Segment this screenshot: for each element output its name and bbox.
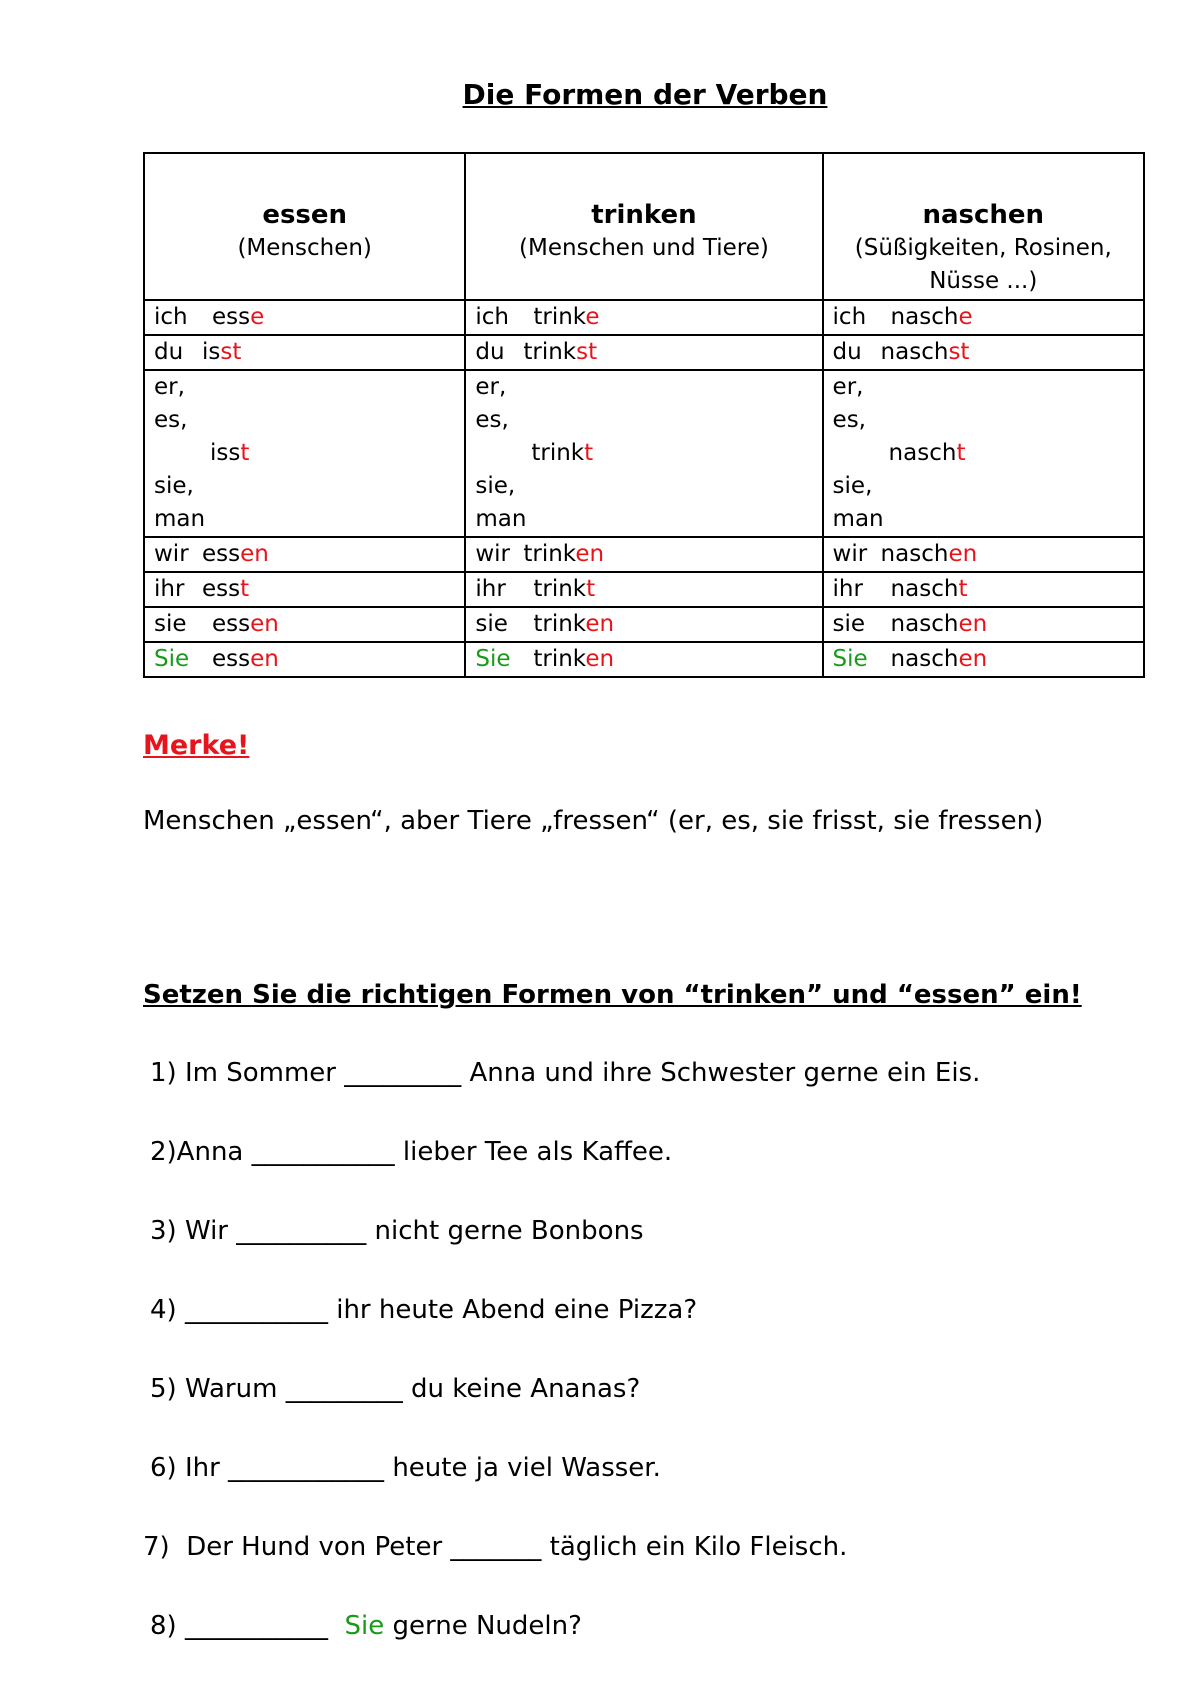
pronoun: du: [154, 339, 184, 365]
cell-ihr-trinken: [465, 572, 822, 607]
exercise-item: 1) Im Sommer _________ Anna und ihre Schwester gerne ein Eis.: [150, 1058, 981, 1088]
verb-stem: ess: [202, 576, 241, 602]
header-verb: naschen: [922, 200, 1045, 230]
pronoun: ihr: [475, 576, 506, 602]
cell-formal-trinken: [465, 642, 822, 677]
pronoun: sie,: [154, 473, 194, 499]
pronoun: sie: [832, 611, 866, 637]
verb-stem: nasch: [890, 646, 959, 672]
item-suffix: gerne Nudeln?: [384, 1611, 582, 1641]
pronoun: ihr: [154, 576, 185, 602]
pronoun: sie: [475, 611, 508, 637]
verb-ending: e: [958, 304, 973, 330]
row-sie-formal: [144, 642, 1144, 677]
exercise-item: 3) Wir __________ nicht gerne Bonbons: [150, 1216, 644, 1246]
cell-third-trinken: [465, 370, 822, 537]
verb-ending: en: [958, 611, 988, 637]
exercise-item: 2)Anna ___________ lieber Tee als Kaffee.: [150, 1137, 673, 1167]
cell-ich-essen: [144, 300, 465, 335]
verb-ending: en: [585, 646, 615, 672]
cell-wir-essen: [144, 537, 465, 572]
pronoun: du: [832, 339, 862, 365]
pronoun: es,: [475, 407, 509, 433]
verb-ending: en: [240, 541, 269, 567]
row-wir: [144, 537, 1144, 572]
pronoun: ich: [832, 304, 867, 330]
formal-pronoun: Sie: [344, 1611, 385, 1641]
header-verb: essen: [262, 200, 348, 230]
pronoun: ich: [475, 304, 509, 330]
pronoun: man: [832, 506, 884, 532]
merke-heading: Merke!: [143, 730, 250, 761]
row-ich: [144, 300, 1144, 335]
header-note: (Menschen und Tiere): [519, 235, 769, 261]
verb-ending: en: [250, 611, 279, 637]
verb-stem: ess: [212, 304, 251, 330]
exercise-item: 7) Der Hund von Peter _______ täglich ein Kilo Fleisch.: [143, 1532, 848, 1562]
verb-stem: nasch: [890, 611, 959, 637]
verb-stem: is: [202, 339, 221, 365]
cell-sie-naschen: [823, 607, 1144, 642]
verb-stem: trink: [523, 541, 576, 567]
pronoun: man: [154, 506, 206, 532]
header-essen: [144, 153, 465, 300]
cell-formal-naschen: [823, 642, 1144, 677]
pronoun: sie,: [832, 473, 873, 499]
verb-ending: t: [584, 440, 594, 466]
header-verb: trinken: [591, 200, 697, 230]
verb-form: [154, 437, 455, 470]
exercise-item: 6) Ihr ____________ heute ja viel Wasser.: [150, 1453, 661, 1483]
verb-stem: nasch: [880, 339, 949, 365]
verb-ending: en: [585, 611, 615, 637]
exercise-item: 4) ___________ ihr heute Abend eine Pizza?: [150, 1295, 698, 1325]
verb-stem: nasch: [890, 576, 959, 602]
pronoun: er,: [475, 374, 507, 400]
row-du: [144, 335, 1144, 370]
verb-stem: trink: [531, 440, 585, 466]
verb-form: [475, 437, 812, 470]
row-third-person: [144, 370, 1144, 537]
cell-sie-essen: [144, 607, 465, 642]
verb-ending: t: [240, 576, 250, 602]
pronoun: sie,: [475, 473, 516, 499]
cell-third-naschen: [823, 370, 1144, 537]
verb-stem: ess: [202, 541, 241, 567]
pronoun: ich: [154, 304, 188, 330]
cell-wir-naschen: [823, 537, 1144, 572]
cell-du-naschen: [823, 335, 1144, 370]
page-title: Die Formen der Verben: [462, 78, 828, 111]
verb-stem: ess: [212, 646, 251, 672]
verb-stem: trink: [533, 611, 586, 637]
pronoun: ihr: [832, 576, 863, 602]
cell-du-trinken: [465, 335, 822, 370]
cell-ihr-essen: [144, 572, 465, 607]
verb-ending: en: [958, 646, 988, 672]
header-note: (Süßigkeiten, Rosinen, Nüsse ...): [854, 235, 1112, 294]
table-header-row: [144, 153, 1144, 300]
verb-ending: en: [575, 541, 605, 567]
pronoun: er,: [832, 374, 864, 400]
verb-ending: t: [240, 440, 250, 466]
cell-third-essen: [144, 370, 465, 537]
item-prefix: 8) ___________: [150, 1611, 345, 1641]
cell-ich-naschen: [823, 300, 1144, 335]
cell-ihr-naschen: [823, 572, 1144, 607]
verb-stem: iss: [210, 440, 241, 466]
exercise-heading: Setzen Sie die richtigen Formen von “trinken” und “essen” ein!: [143, 980, 1082, 1010]
verb-stem: ess: [212, 611, 251, 637]
pronoun: du: [475, 339, 505, 365]
pronoun: es,: [832, 407, 866, 433]
verb-stem: trink: [533, 304, 586, 330]
pronoun: Sie: [832, 646, 868, 672]
header-naschen: [823, 153, 1144, 300]
verb-ending: e: [585, 304, 600, 330]
pronoun: wir: [832, 541, 868, 567]
merke-note: Menschen „essen“, aber Tiere „fressen“ (er, es, sie frisst, sie fressen): [143, 806, 1044, 836]
verb-stem: trink: [533, 576, 587, 602]
exercise-item: 5) Warum _________ du keine Ananas?: [150, 1374, 641, 1404]
verb-ending: t: [956, 440, 966, 466]
header-trinken: [465, 153, 822, 300]
exercise-item-8: [150, 1611, 582, 1641]
pronoun: es,: [154, 407, 188, 433]
conjugation-table: [143, 152, 1145, 678]
cell-wir-trinken: [465, 537, 822, 572]
pronoun: wir: [475, 541, 511, 567]
pronoun: Sie: [154, 646, 190, 672]
row-sie-plural: [144, 607, 1144, 642]
verb-ending: t: [958, 576, 968, 602]
pronoun: er,: [154, 374, 185, 400]
verb-stem: trink: [533, 646, 586, 672]
verb-ending: e: [250, 304, 265, 330]
verb-stem: nasch: [890, 304, 959, 330]
pronoun: Sie: [475, 646, 511, 672]
cell-formal-essen: [144, 642, 465, 677]
verb-ending: en: [948, 541, 978, 567]
pronoun: man: [475, 506, 527, 532]
row-ihr: [144, 572, 1144, 607]
header-note: (Menschen): [237, 235, 372, 261]
verb-stem: nasch: [888, 440, 957, 466]
pronoun: wir: [154, 541, 189, 567]
cell-sie-trinken: [465, 607, 822, 642]
cell-du-essen: [144, 335, 465, 370]
cell-ich-trinken: [465, 300, 822, 335]
verb-ending: st: [576, 339, 598, 365]
verb-form: [833, 437, 1134, 470]
verb-stem: trink: [523, 339, 577, 365]
verb-ending: st: [220, 339, 242, 365]
verb-ending: en: [250, 646, 279, 672]
verb-ending: t: [586, 576, 596, 602]
verb-ending: st: [948, 339, 970, 365]
verb-stem: nasch: [880, 541, 949, 567]
pronoun: sie: [154, 611, 187, 637]
